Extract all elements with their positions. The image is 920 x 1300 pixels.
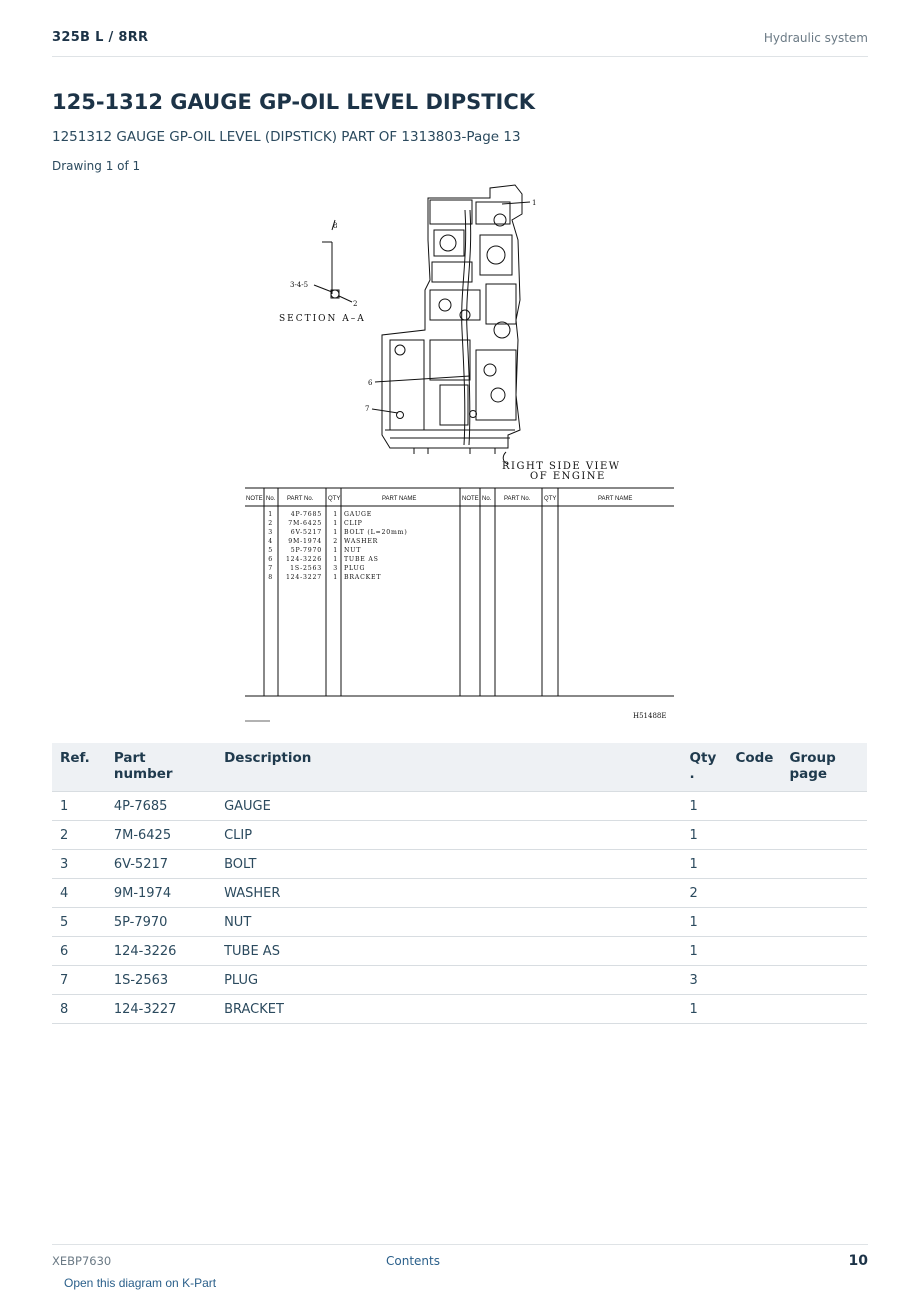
- diagram-row-part-no: 1S-2563: [290, 565, 322, 572]
- table-row: [52, 966, 867, 995]
- diagram-row-qty: 1: [333, 511, 338, 518]
- page-title: 125-1312 GAUGE GP-OIL LEVEL DIPSTICK: [52, 90, 536, 114]
- row-qty: 1: [682, 792, 728, 821]
- diagram-row-part-no: 124-3226: [285, 556, 322, 563]
- diagram-row-qty: 3: [333, 565, 338, 572]
- view-label-line2: OF ENGINE: [530, 471, 606, 482]
- row-ref: 5: [52, 908, 106, 937]
- table-row: [52, 908, 867, 937]
- row-code: [727, 995, 781, 1024]
- header-ref: Ref.: [52, 743, 106, 792]
- engine-drawing: [372, 185, 530, 464]
- table-row: [52, 792, 867, 821]
- row-part-number: 124-3226: [106, 937, 216, 966]
- row-description: PLUG: [216, 966, 681, 995]
- row-code: [727, 908, 781, 937]
- diagram-row-name: GAUGE: [344, 511, 373, 518]
- diagram-row-no: 1: [268, 511, 273, 518]
- page-subtitle: 1251312 GAUGE GP-OIL LEVEL (DIPSTICK) PART OF 1313803-Page 13: [52, 129, 521, 145]
- diagram-header-note: NOTE: [246, 496, 263, 502]
- row-ref: 3: [52, 850, 106, 879]
- table-row: [52, 937, 867, 966]
- table-row: [52, 995, 867, 1024]
- row-part-number: 9M-1974: [106, 879, 216, 908]
- diagram-header-part-no-2: PART No.: [504, 496, 531, 502]
- diagram-row-no: 2: [268, 520, 273, 527]
- row-ref: 6: [52, 937, 106, 966]
- row-description: GAUGE: [216, 792, 681, 821]
- row-part-number: 4P-7685: [106, 792, 216, 821]
- table-row: [52, 879, 867, 908]
- diagram-row-qty: 1: [333, 520, 338, 527]
- row-ref: 2: [52, 821, 106, 850]
- diagram-header-part-no: PART No.: [287, 496, 314, 502]
- diagram-row-part-no: 9M-1974: [288, 538, 322, 545]
- row-group-page: [781, 908, 867, 937]
- parts-table-header: [52, 743, 867, 792]
- row-code: [727, 937, 781, 966]
- diagram-row-name: NUT: [344, 547, 362, 554]
- parts-table: [52, 743, 867, 1024]
- drawing-count: Drawing 1 of 1: [52, 159, 141, 173]
- callout-8: 8: [333, 222, 338, 230]
- diagram-row-no: 3: [268, 529, 273, 536]
- diagram-rows: [268, 511, 407, 581]
- row-qty: 1: [682, 995, 728, 1024]
- page-number: 10: [848, 1253, 868, 1269]
- contents-link[interactable]: Contents: [386, 1254, 440, 1268]
- row-description: WASHER: [216, 879, 681, 908]
- row-qty: 2: [682, 879, 728, 908]
- row-code: [727, 821, 781, 850]
- header-qty-line1: Qty: [689, 750, 717, 766]
- diagram-row-part-no: 7M-6425: [288, 520, 322, 527]
- diagram-row-part-no: 5P-7970: [290, 547, 322, 554]
- row-description: BRACKET: [216, 995, 681, 1024]
- row-qty: 1: [682, 937, 728, 966]
- diagram-row-no: 8: [268, 574, 273, 581]
- diagram-row-name: TUBE AS: [344, 556, 379, 563]
- row-part-number: 1S-2563: [106, 966, 216, 995]
- diagram-row-qty: 1: [333, 547, 338, 554]
- diagram-row-qty: 1: [333, 556, 338, 563]
- row-ref: 4: [52, 879, 106, 908]
- callout-7: 7: [365, 405, 370, 413]
- section-name: Hydraulic system: [763, 31, 868, 45]
- table-row: [52, 850, 867, 879]
- row-group-page: [781, 879, 867, 908]
- diagram-header-note-2: NOTE: [462, 496, 479, 502]
- diagram-row-name: BRACKET: [344, 574, 382, 581]
- row-qty: 3: [682, 966, 728, 995]
- page-header: [52, 28, 868, 57]
- header-group-page-line1: Group: [789, 750, 836, 766]
- row-description: NUT: [216, 908, 681, 937]
- model-serial-label: 325B L / 8RR: [52, 30, 149, 45]
- header-qty-line2: .: [689, 766, 695, 782]
- diagram-row-qty: 2: [333, 538, 338, 545]
- row-description: CLIP: [216, 821, 681, 850]
- row-description: TUBE AS: [216, 937, 681, 966]
- header-group-page: [781, 743, 867, 792]
- row-group-page: [781, 995, 867, 1024]
- row-qty: 1: [682, 908, 728, 937]
- diagram-row-part-no: 6V-5217: [290, 529, 322, 536]
- callout-1: 1: [532, 199, 537, 207]
- row-ref: 7: [52, 966, 106, 995]
- header-description: Description: [216, 743, 681, 792]
- diagram-header-part-name: PART NAME: [382, 496, 417, 502]
- section-detail: [314, 220, 352, 302]
- callout-3-4-5: 3-4-5: [290, 281, 309, 289]
- diagram-header-no: No.: [266, 496, 276, 502]
- header-qty: [682, 743, 728, 792]
- diagram-illustration: [240, 180, 680, 728]
- kpart-diagram-link[interactable]: Open this diagram on K-Part: [64, 1276, 217, 1290]
- document-id: XEBP7630: [52, 1254, 112, 1268]
- diagram-header-qty-2: QTY: [544, 496, 557, 502]
- header-group-page-line2: page: [789, 766, 828, 782]
- row-ref: 1: [52, 792, 106, 821]
- diagram-row-qty: 1: [333, 574, 338, 581]
- drawing-id: H51488E: [633, 712, 667, 720]
- row-ref: 8: [52, 995, 106, 1024]
- diagram-row-no: 4: [268, 538, 273, 545]
- diagram-row-name: BOLT (L=20mm): [344, 529, 408, 536]
- diagram-row-part-no: 124-3227: [285, 574, 322, 581]
- section-label: SECTION A–A: [279, 314, 366, 324]
- row-group-page: [781, 792, 867, 821]
- callout-6: 6: [368, 379, 373, 387]
- row-group-page: [781, 850, 867, 879]
- diagram-header-no-2: No.: [482, 496, 492, 502]
- diagram-header-part-name-2: PART NAME: [598, 496, 633, 502]
- row-qty: 1: [682, 821, 728, 850]
- diagram-row-name: WASHER: [344, 538, 379, 545]
- row-group-page: [781, 821, 867, 850]
- row-group-page: [781, 937, 867, 966]
- diagram-row-name: CLIP: [344, 520, 363, 527]
- row-description: BOLT: [216, 850, 681, 879]
- row-code: [727, 879, 781, 908]
- diagram-header-qty: QTY: [328, 496, 341, 502]
- diagram-row-no: 6: [268, 556, 273, 563]
- row-part-number: 6V-5217: [106, 850, 216, 879]
- header-part-number: Part number: [106, 743, 216, 792]
- row-code: [727, 966, 781, 995]
- diagram-row-part-no: 4P-7685: [290, 511, 322, 518]
- row-group-page: [781, 966, 867, 995]
- page-footer: [52, 1244, 868, 1275]
- row-code: [727, 850, 781, 879]
- diagram-row-qty: 1: [333, 529, 338, 536]
- callout-2: 2: [353, 300, 358, 308]
- diagram-row-no: 5: [268, 547, 273, 554]
- parts-diagram: [240, 180, 680, 728]
- row-qty: 1: [682, 850, 728, 879]
- header-code: Code: [727, 743, 781, 792]
- diagram-row-name: PLUG: [344, 565, 366, 572]
- row-part-number: 7M-6425: [106, 821, 216, 850]
- parts-table-body: [52, 792, 867, 1024]
- view-label-line1: RIGHT SIDE VIEW: [502, 461, 621, 472]
- table-row: [52, 821, 867, 850]
- row-code: [727, 792, 781, 821]
- row-part-number: 5P-7970: [106, 908, 216, 937]
- diagram-row-no: 7: [268, 565, 273, 572]
- row-part-number: 124-3227: [106, 995, 216, 1024]
